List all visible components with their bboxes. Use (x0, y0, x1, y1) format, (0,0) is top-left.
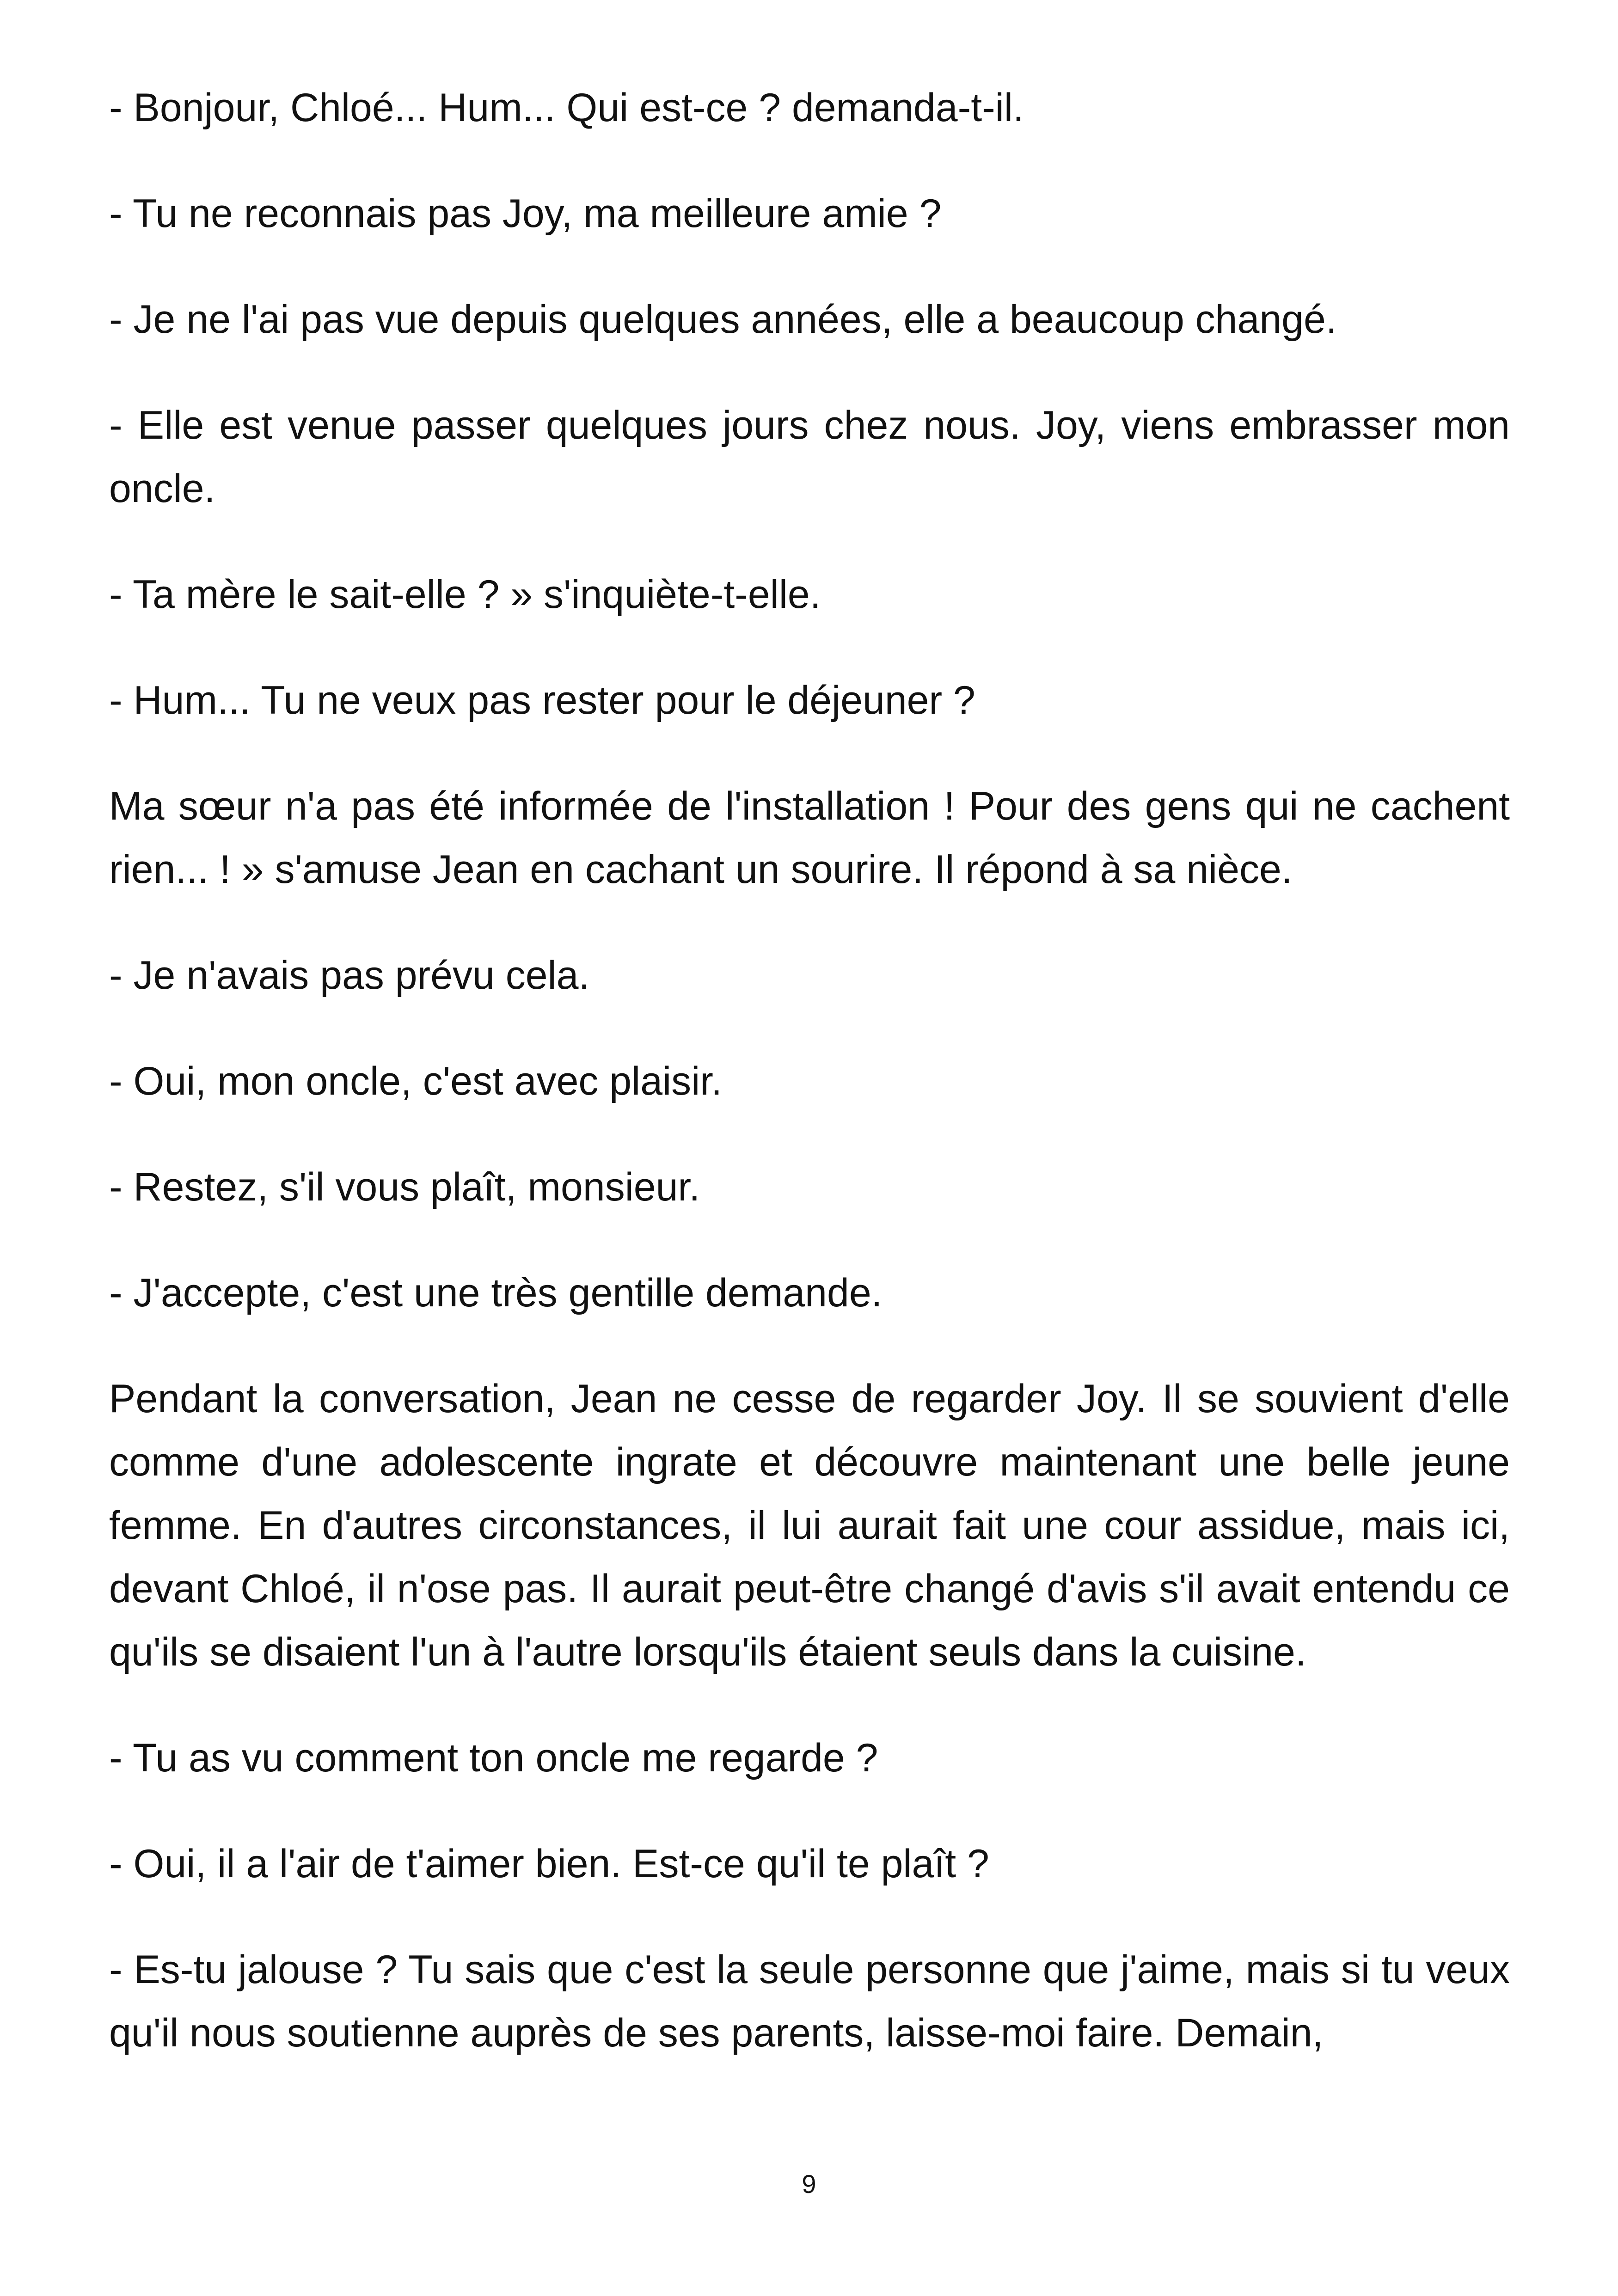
paragraph: - Restez, s'il vous plaît, monsieur. (109, 1165, 700, 1209)
paragraph: Pendant la conversation, Jean ne cesse de regarder Joy. Il se souvient d'elle comme d'une adolescente ingrate et découvre maintenant une belle jeune femme. En d'autres circonstances, il lui aurait fait une cour assidue, mais ici, devant Chloé, il n'ose pas. Il aurait peut-être changé d'avis s'il avait entendu ce qu'ils se disaient l'un à l'autre lorsqu'ils étaient seuls dans la cuisine. (109, 1377, 1510, 1674)
paragraph: - Je n'avais pas prévu cela. (109, 953, 590, 998)
text-body (109, 76, 1510, 2107)
paragraph: - J'accepte, c'est une très gentille demande. (109, 1271, 883, 1315)
paragraph: - Es-tu jalouse ? Tu sais que c'est la seule personne que j'aime, mais si tu veux qu'il nous soutienne auprès de ses parents, laisse-moi faire. Demain, (109, 1947, 1510, 2055)
paragraph: - Oui, il a l'air de t'aimer bien. Est-ce qu'il te plaît ? (109, 1842, 989, 1886)
paragraph: - Ta mère le sait-elle ? » s'inquiète-t-elle. (109, 572, 821, 617)
paragraph: - Tu as vu comment ton oncle me regarde ? (109, 1736, 878, 1780)
paragraph: - Elle est venue passer quelques jours chez nous. Joy, viens embrasser mon oncle. (109, 403, 1510, 511)
paragraph: - Hum... Tu ne veux pas rester pour le déjeuner ? (109, 678, 975, 722)
page-number: 9 (802, 2169, 816, 2198)
paragraph: - Je ne l'ai pas vue depuis quelques années, elle a beaucoup changé. (109, 297, 1337, 342)
paragraph: - Tu ne reconnais pas Joy, ma meilleure amie ? (109, 191, 942, 236)
paragraph: - Bonjour, Chloé... Hum... Qui est-ce ? demanda-t-il. (109, 86, 1024, 130)
paragraph: Ma sœur n'a pas été informée de l'installation ! Pour des gens qui ne cachent rien... ! » s'amuse Jean en cachant un sourire. Il répond à sa nièce. (109, 784, 1510, 892)
paragraph: - Oui, mon oncle, c'est avec plaisir. (109, 1059, 723, 1103)
